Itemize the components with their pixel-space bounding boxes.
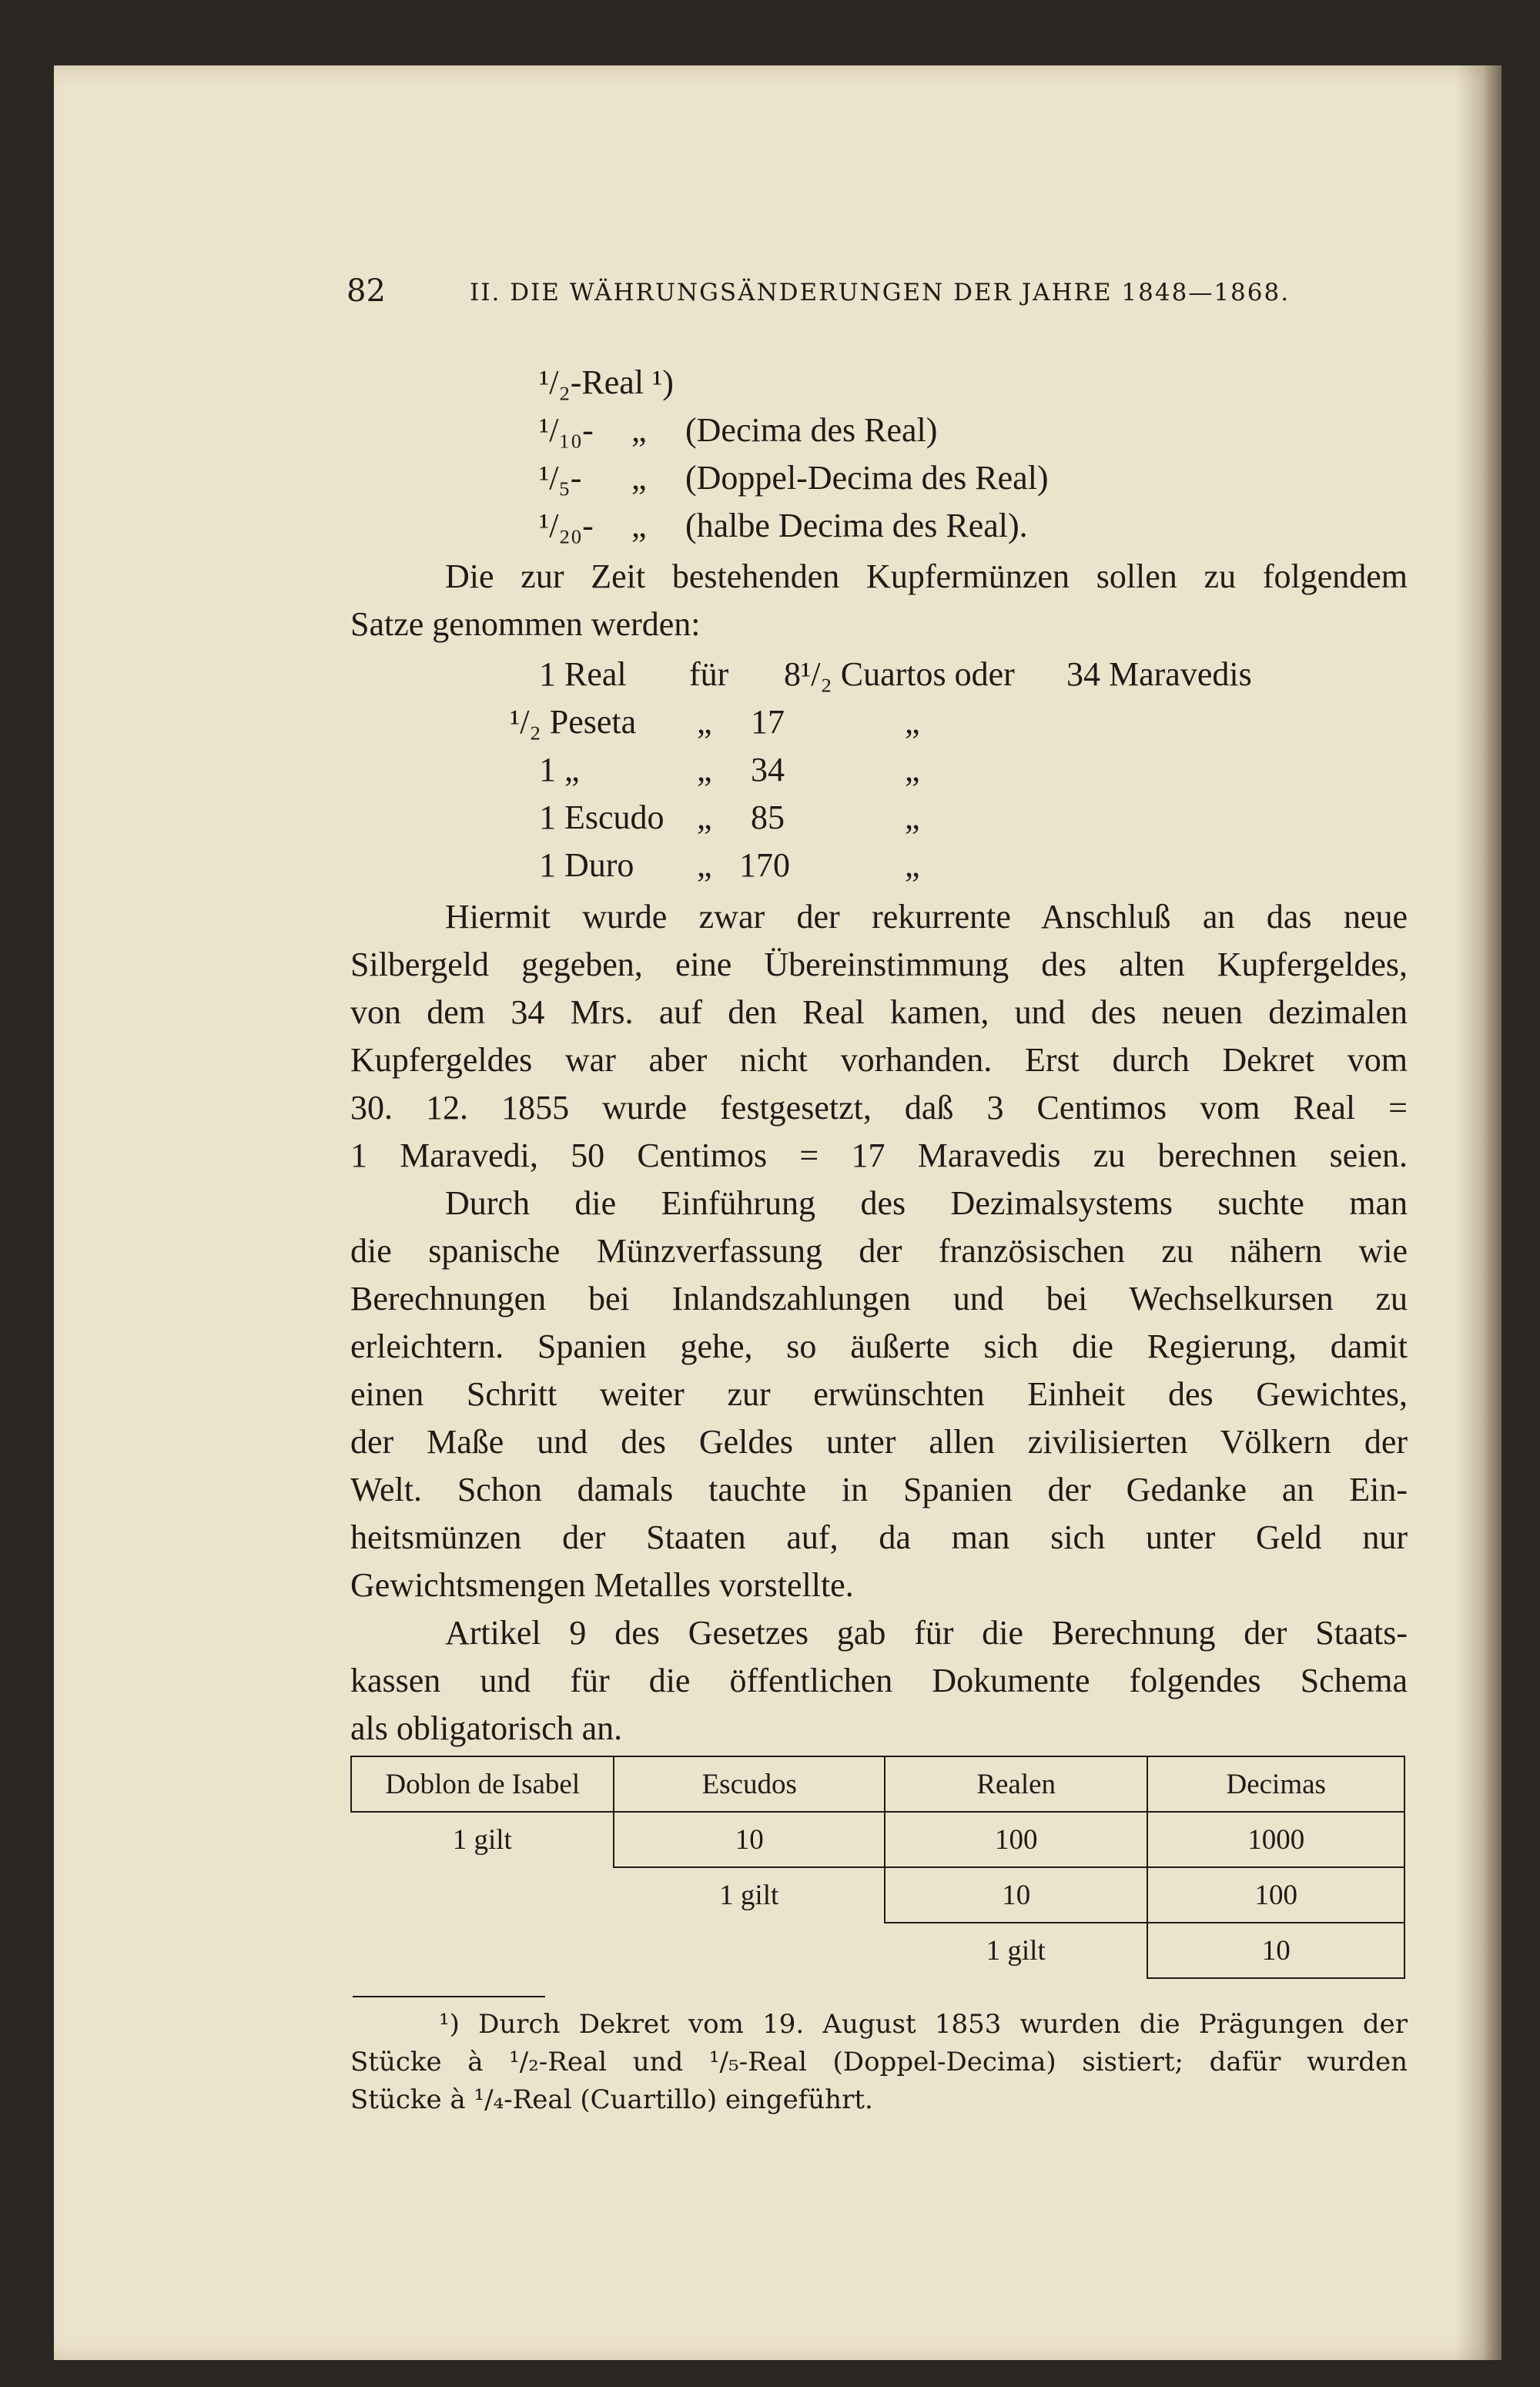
text-line: von dem 34 Mrs. auf den Real kamen, und des neuen dezimalen: [350, 993, 1408, 1031]
rate-unit: 1 Escudo: [539, 798, 665, 836]
ditto-mark: „: [631, 507, 647, 544]
footnote-rule: [353, 1996, 545, 1997]
table-cell: 10: [885, 1867, 1147, 1923]
table-header-cell: Decimas: [1147, 1756, 1404, 1812]
text-line: einen Schritt weiter zur erwünschten Einheit des Gewichtes,: [350, 1375, 1408, 1413]
rate-unit: 1 „: [539, 751, 580, 788]
coin-list-item: [539, 454, 1049, 502]
table-header-cell: Doblon de Isabel: [351, 1756, 614, 1812]
ditto-mark: „: [905, 798, 920, 836]
footnote-line: Stücke à ¹/₄-Real (Cuartillo) eingeführt.: [350, 2084, 873, 2115]
ditto-mark: „: [697, 798, 712, 836]
text-line: Satze genommen werden:: [350, 605, 701, 643]
text-line: Kupfergeldes war aber nicht vorhanden. Erst durch Dekret vom: [350, 1041, 1408, 1079]
table-header-row: [351, 1756, 1404, 1812]
coin-list-item: [539, 502, 1028, 550]
coin-list-item: [539, 407, 937, 454]
rate-maravedis: 34 Maravedis: [1066, 655, 1252, 693]
page-fold-shadow: [1455, 65, 1502, 2360]
rate-fuer: für: [689, 655, 729, 693]
coin-description: (Decima des Real): [685, 411, 938, 449]
coin-description: (halbe Decima des Real).: [685, 507, 1028, 544]
coin-fraction: ¹/₂₀-: [539, 507, 594, 544]
page-number: 82: [346, 273, 386, 309]
ditto-mark: „: [697, 846, 712, 884]
table-row: [351, 1867, 1404, 1923]
rate-maravedis: 170: [739, 846, 790, 884]
text-line: Welt. Schon damals tauchte in Spanien der Gedanke an Ein-: [350, 1471, 1408, 1508]
footnote-line: ¹) Durch Dekret vom 19. August 1853 wurden die Prägungen der: [439, 2009, 1408, 2040]
ditto-mark: „: [905, 751, 920, 788]
rate-cuartos: 8¹/₂ Cuartos oder: [784, 655, 1015, 693]
text-line: die spanische Münzverfassung der französischen zu nähern wie: [350, 1232, 1408, 1270]
table-cell: 100: [885, 1812, 1147, 1867]
table-cell: 10: [1147, 1923, 1404, 1978]
text-line: 1 Maravedi, 50 Centimos = 17 Maravedis zu berechnen seien.: [350, 1137, 1408, 1174]
running-head: II. DIE WÄHRUNGSÄNDERUNGEN DER JAHRE 1848—1868.: [470, 279, 1291, 306]
table-header-cell: Realen: [885, 1756, 1147, 1812]
text-line: 30. 12. 1855 wurde festgesetzt, daß 3 Centimos vom Real =: [350, 1089, 1408, 1127]
text-line: Gewichtsmengen Metalles vorstellte.: [350, 1566, 854, 1604]
text-line: Durch die Einführung des Dezimalsystems suchte man: [445, 1184, 1408, 1222]
text-line: Hiermit wurde zwar der rekurrente Anschluß an das neue: [445, 898, 1408, 936]
footnote-line: Stücke à ¹/₂-Real und ¹/₅-Real (Doppel-Decima) sistiert; dafür wurden: [350, 2047, 1408, 2077]
text-line: Berechnungen bei Inlandszahlungen und bei Wechselkursen zu: [350, 1280, 1408, 1317]
currency-schema-table: [350, 1756, 1405, 1979]
rate-maravedis: 34: [751, 751, 785, 788]
ditto-mark: „: [697, 751, 712, 788]
text-line: Silbergeld gegeben, eine Übereinstimmung des alten Kupfergeldes,: [350, 946, 1408, 983]
rate-maravedis: 85: [751, 798, 785, 836]
table-row: [351, 1812, 1404, 1867]
text-line: heitsmünzen der Staaten auf, da man sich unter Geld nur: [350, 1518, 1408, 1556]
table-cell: 100: [1147, 1867, 1404, 1923]
table-cell: 1 gilt: [614, 1867, 884, 1923]
rate-unit: 1 Real: [539, 655, 627, 693]
ditto-mark: „: [905, 846, 920, 884]
text-line: als obligatorisch an.: [350, 1709, 623, 1747]
coin-fraction: ¹/₂-Real ¹): [539, 363, 674, 401]
coin-list-item: [539, 359, 674, 407]
coin-fraction: ¹/₁₀-: [539, 411, 594, 449]
table-cell: 10: [614, 1812, 884, 1867]
table-cell: [614, 1923, 884, 1978]
ditto-mark: „: [631, 459, 647, 497]
text-line: Artikel 9 des Gesetzes gab für die Berechnung der Staats-: [445, 1614, 1408, 1652]
rate-unit: 1 Duro: [539, 846, 634, 884]
table-cell: [351, 1867, 614, 1923]
ditto-mark: „: [631, 411, 647, 449]
table-cell: [351, 1923, 614, 1978]
table-cell: 1000: [1147, 1812, 1404, 1867]
text-line: der Maße und des Geldes unter allen zivilisierten Völkern der: [350, 1423, 1408, 1461]
table-row: [351, 1923, 1404, 1978]
coin-fraction: ¹/₅-: [539, 459, 582, 497]
coin-description: (Doppel-Decima des Real): [685, 459, 1049, 497]
ditto-mark: „: [905, 703, 920, 741]
table-cell: 1 gilt: [885, 1923, 1147, 1978]
table-header-cell: Escudos: [614, 1756, 884, 1812]
rate-unit: ¹/₂ Peseta: [510, 703, 637, 741]
text-line: erleichtern. Spanien gehe, so äußerte sich die Regierung, damit: [350, 1327, 1408, 1365]
rate-maravedis: 17: [751, 703, 785, 741]
ditto-mark: „: [697, 703, 712, 741]
text-line: kassen und für die öffentlichen Dokumente folgendes Schema: [350, 1662, 1408, 1699]
text-line: Die zur Zeit bestehenden Kupfermünzen sollen zu folgendem: [445, 557, 1408, 595]
table-cell: 1 gilt: [452, 1824, 512, 1856]
